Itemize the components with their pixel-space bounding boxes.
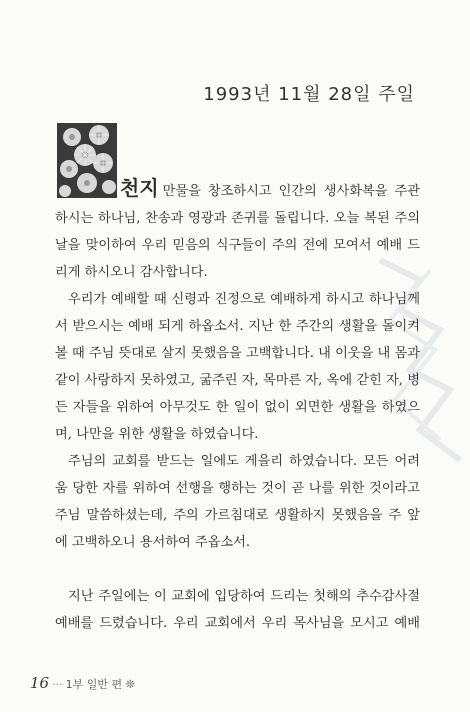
text-line: 주님 말씀하셨는데, 주의 가르침대로 생활하지 못했음을 주 앞 xyxy=(55,508,420,523)
text-line: 지난 주일에는 이 교회에 입당하여 드리는 첫해의 추수감사절 xyxy=(68,589,420,604)
page-footer xyxy=(30,674,135,692)
text-line: 볼 때 주님 뜻대로 살지 못했음을 고백합니다. 내 이웃을 내 몸과 xyxy=(55,346,420,361)
text-line: 날을 맞이하여 우리 믿음의 식구들이 주의 전에 모여서 예배 드 xyxy=(55,238,420,253)
flower-mark-icon: ❊ xyxy=(125,678,135,691)
page-number: 16 xyxy=(30,674,50,692)
text-line: 주님의 교회를 받드는 일에도 게을리 하였습니다. 모든 어려 xyxy=(68,454,420,469)
paragraph-2 xyxy=(55,286,420,448)
paragraph-3 xyxy=(55,448,420,556)
prayer-text xyxy=(55,175,420,637)
footer-dots: ··· xyxy=(52,678,63,691)
text-line: 우리가 예배할 때 신령과 진정으로 예배하게 하시고 하나님께 xyxy=(68,292,420,307)
text-line: 에 고백하오니 용서하여 주옵소서. xyxy=(55,535,251,550)
text-line: 움 당한 자를 위하여 선행을 행하는 것이 곧 나를 위한 것이라고 xyxy=(55,481,420,496)
lead-word: 천지 xyxy=(120,176,159,200)
text-line: 같이 사랑하지 못하였고, 굶주린 자, 목마른 자, 옥에 갇힌 자, 병 xyxy=(55,373,420,388)
text-line: 서 받으시는 예배 되게 하옵소서. 지난 한 주간의 생활을 돌이켜 xyxy=(55,319,420,334)
text-line: 하시는 하나님, 찬송과 영광과 존귀를 돌립니다. 오늘 복된 주의 xyxy=(55,211,420,226)
paragraph-1-first-line: 천지 만물을 창조하시고 인간의 생사화복을 주관 xyxy=(120,176,420,200)
paragraph-gap xyxy=(55,556,420,583)
text-line: 예배를 드렸습니다. 우리 교회에서 우리 목사님을 모시고 예배 xyxy=(55,616,420,631)
paragraph-4 xyxy=(55,583,420,637)
text-line: 리게 하시오니 감사합니다. xyxy=(55,265,208,280)
paragraph-1 xyxy=(55,175,420,286)
text-line: 며, 나만을 위한 생활을 하였습니다. xyxy=(55,427,259,442)
date-heading: 1993년 11월 28일 주일 xyxy=(203,84,415,105)
text-line: 든 자들을 위하여 아무것도 한 일이 없이 외면한 생활을 하였으 xyxy=(55,400,420,415)
section-title: 1부 일반 편 xyxy=(65,678,123,691)
